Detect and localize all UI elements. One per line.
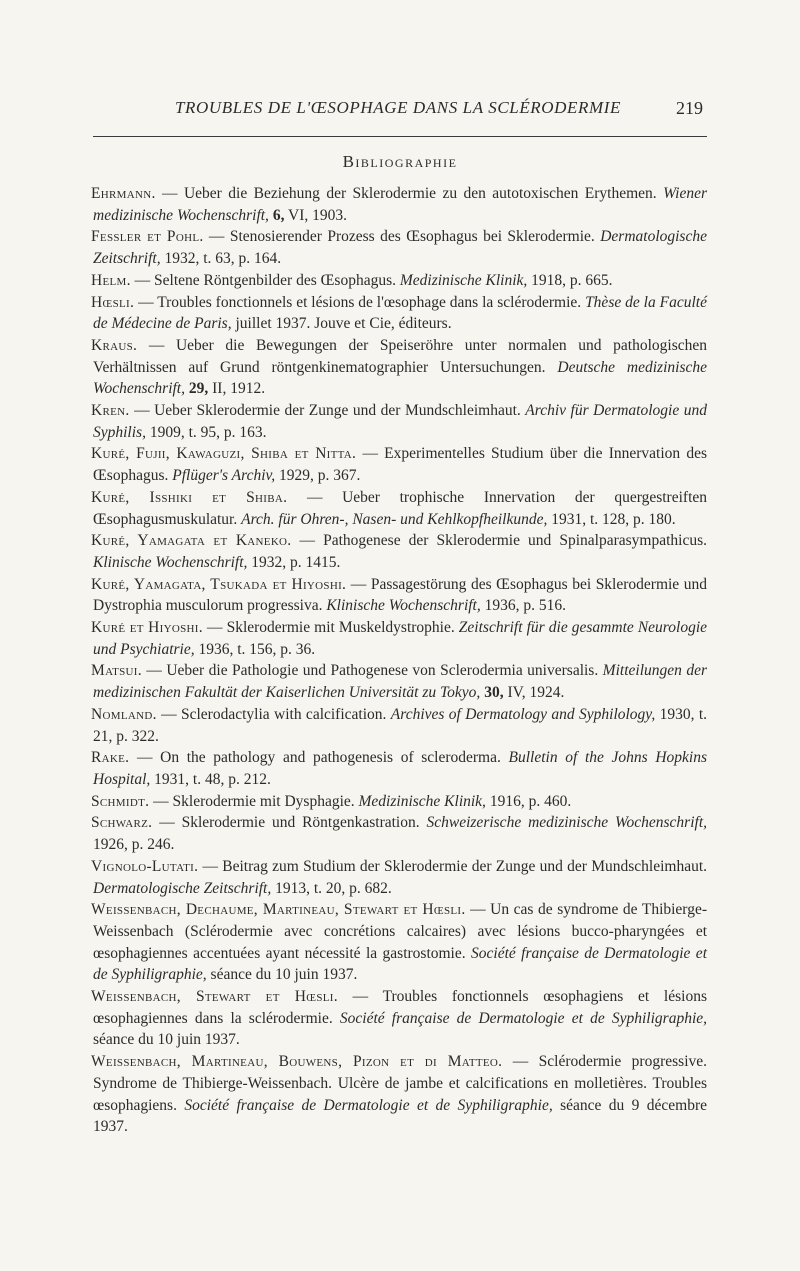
entry-details: juillet 1937. Jouve et Cie, éditeurs. — [231, 315, 452, 333]
entry-title: — Pathogenese der Sklerodermie und Spinalparasympathicus. — [291, 532, 707, 550]
entry-authors: Ehrmann. — [91, 185, 156, 202]
entry-details: séance du 10 juin 1937. — [93, 1031, 240, 1049]
entry-title: — Ueber Sklerodermie der Zunge und der Mundschleimhaut. — [129, 402, 526, 420]
entry-authors: Kren. — [91, 402, 130, 420]
entry-details: 1916, p. 460. — [485, 792, 572, 810]
entry-details: 1930, t. 21, p. 322. — [93, 705, 707, 745]
bibliography-list — [93, 183, 707, 1138]
entry-title: — On the pathology and pathogenesis of scleroderma. — [129, 749, 509, 767]
bibliography-entry — [93, 530, 707, 573]
entry-title: — Passagestörung des Œsophagus bei Sklerodermie und Dystrophia musculorum progressiva. — [93, 575, 707, 615]
bibliography-entry — [93, 856, 707, 899]
entry-authors: Nomland. — [91, 705, 157, 723]
entry-journal: Dermatologische Zeitschrift, — [93, 879, 272, 897]
entry-journal: Société française de Dermatologie et de Syphiligraphie, — [184, 1096, 553, 1114]
entry-details: 1932, p. 1415. — [247, 553, 341, 571]
entry-journal: Archiv für Dermatologie und Syphilis, — [93, 402, 707, 441]
bibliography-entry — [93, 791, 707, 813]
entry-authors: Kuré et Hiyoshi. — [91, 619, 203, 637]
entry-journal: Zeitschrift für die gesammte Neurologie und Psychiatrie, — [93, 619, 708, 658]
bibliography-entry — [93, 660, 707, 703]
bibliography-entry — [93, 704, 707, 747]
entry-journal: Deutsche medizinische Wochenschrift, — [93, 358, 707, 398]
bibliography-entry — [93, 487, 707, 530]
entry-journal: Klinische Wochenschrift, — [93, 553, 248, 571]
entry-authors: Kuré, Yamagata et Kaneko. — [91, 532, 292, 550]
bibliography-entry — [93, 270, 707, 292]
entry-title: — Troubles fonctionnels œsophagiens et lésions œsophagiennes dans la sclérodermie. — [93, 988, 707, 1027]
bibliography-entry — [93, 183, 707, 226]
bibliography-entry — [93, 812, 707, 855]
running-title: TROUBLES DE L'ŒSOPHAGE DANS LA SCLÉRODERMIE — [174, 98, 622, 117]
entry-title: — Ueber die Pathologie und Pathogenese von Sclerodermia universalis. — [141, 662, 603, 680]
entry-journal: Klinische Wochenschrift, — [326, 597, 481, 615]
bibliography-entry — [93, 1051, 707, 1138]
entry-title: — Sklerodermie mit Muskeldystrophie. — [202, 619, 459, 637]
entry-details: IV, 1924. — [503, 684, 565, 702]
entry-details: séance du 9 décembre 1937. — [93, 1096, 707, 1136]
entry-authors: Matsui. — [91, 662, 142, 680]
entry-journal: Pflüger's Archiv, — [172, 467, 276, 485]
entry-title: — Ueber die Beziehung der Sklerodermie zu den autotoxischen Erythemen. — [155, 185, 664, 202]
entry-authors: Weissenbach, Stewart et Hœsli. — [91, 988, 338, 1006]
entry-authors: Helm. — [91, 271, 131, 289]
entry-authors: Schwarz. — [91, 814, 153, 832]
bibliography-entry — [93, 335, 707, 400]
bibliography-entry — [93, 226, 707, 269]
bibliography-entry — [93, 986, 707, 1051]
entry-title: — Sklerodermie mit Dysphagie. — [149, 792, 359, 810]
entry-title: — Beitrag zum Studium der Sklerodermie der Zunge und der Mundschleimhaut. — [198, 857, 707, 875]
entry-title: — Ueber die Bewegungen der Speiseröhre unter normalen und pathologischen Verhältnissen auf Grund röntgenkinematographier Untersuchungen. — [93, 336, 707, 376]
entry-title: — Sklerodermie und Röntgenkastration. — [152, 814, 427, 832]
entry-journal: Dermatologische Zeitschrift, — [93, 228, 707, 268]
entry-details: 1929, p. 367. — [275, 467, 361, 485]
bibliography-entry — [93, 443, 707, 486]
entry-volume: 29, — [185, 380, 209, 398]
entry-authors: Vignolo-Lutati. — [91, 857, 199, 875]
entry-authors: Rake. — [91, 749, 130, 767]
entry-authors: Weissenbach, Martineau, Bouwens, Pizon et di Matteo. — [91, 1053, 503, 1071]
entry-details: 1926, p. 246. — [93, 836, 175, 854]
entry-journal: Archives of Dermatology and Syphilology, — [390, 705, 656, 723]
entry-details: 1931, t. 128, p. 180. — [547, 510, 676, 528]
entry-details: II, 1912. — [208, 380, 266, 398]
entry-journal: Medizinische Klinik, — [358, 792, 486, 810]
entry-volume: 30, — [480, 684, 504, 702]
entry-title: — Sclérodermie progressive. Syndrome de Thibierge-Weissenbach. Ulcère de jambe et calcifications en molletières. Troubles œsophagiens. — [93, 1053, 708, 1114]
entry-journal: Medizinische Klinik, — [399, 271, 528, 289]
entry-authors: Kraus. — [91, 336, 138, 354]
entry-details: VI, 1903. — [284, 206, 348, 224]
entry-details: séance du 10 juin 1937. — [206, 966, 358, 984]
entry-authors: Kuré, Fujii, Kawaguzi, Shiba et Nitta. — [91, 445, 357, 463]
bibliography-entry — [93, 400, 707, 443]
entry-title: — Seltene Röntgenbilder des Œsophagus. — [130, 271, 400, 289]
bibliography-entry — [93, 292, 707, 335]
bibliography-entry — [93, 617, 707, 660]
entry-journal: Bulletin of the Johns Hopkins Hospital, — [93, 749, 708, 788]
entry-authors: Hœsli. — [91, 293, 135, 311]
entry-journal: Thèse de la Faculté de Médecine de Paris, — [93, 293, 707, 333]
entry-title: — Un cas de syndrome de Thibierge-Weissenbach (Sclérodermie avec concrétions calcaires) avec lésions bucco-pharyngées et œsophagiennes accentuées ayant nécessité la gastrostomie. — [93, 901, 707, 962]
entry-authors: Weissenbach, Dechaume, Martineau, Stewart et Hœsli. — [91, 901, 466, 919]
entry-title: — Experimentelles Studium über die Innervation des Œsophagus. — [93, 445, 708, 485]
entry-title: — Troubles fonctionnels et lésions de l'œsophage dans la sclérodermie. — [134, 293, 586, 311]
entry-journal: Wiener medizinische Wochenschrift, — [93, 185, 707, 224]
header-rule — [93, 136, 707, 137]
entry-details: 1918, p. 665. — [527, 271, 613, 289]
entry-authors: Kuré, Isshiki et Shiba. — [91, 488, 288, 506]
entry-details: 1936, t. 156, p. 36. — [194, 640, 316, 658]
entry-details: 1931, t. 48, p. 212. — [150, 770, 271, 788]
entry-authors: Schmidt. — [91, 792, 150, 810]
entry-journal: Mitteilungen der medizinischen Fakultät der Kaiserlichen Universität zu Tokyo, — [93, 662, 707, 702]
entry-details: 1909, t. 95, p. 163. — [145, 423, 267, 441]
section-title: Bibliographie — [342, 152, 458, 171]
entry-volume: 6, — [268, 206, 285, 224]
bibliography-entry — [93, 747, 707, 790]
entry-authors: Kuré, Yamagata, Tsukada et Hiyoshi. — [91, 575, 347, 593]
entry-title: — Ueber trophische Innervation der quergestreiften Œsophagusmuskulatur. — [93, 488, 708, 528]
entry-journal: Arch. für Ohren-, Nasen- und Kehlkopfheilkunde, — [241, 510, 548, 528]
entry-journal: Société française de Dermatologie et de Syphiligraphie, — [93, 944, 707, 984]
entry-authors: Fessler et Pohl. — [91, 228, 204, 246]
entry-journal: Société française de Dermatologie et de Syphiligraphie, — [339, 1009, 708, 1027]
bibliography-entry — [93, 574, 707, 617]
entry-details: 1932, t. 63, p. 164. — [160, 250, 282, 268]
bibliography-entry — [93, 899, 707, 986]
page-number: 219 — [676, 98, 703, 118]
entry-journal: Schweizerische medizinische Wochenschrift, — [426, 814, 707, 832]
entry-details: 1936, p. 516. — [480, 597, 566, 615]
entry-title: — Stenosierender Prozess des Œsophagus bei Sklerodermie. — [203, 228, 601, 246]
entry-title: — Sclerodactylia with calcification. — [156, 705, 391, 723]
entry-details: 1913, t. 20, p. 682. — [271, 879, 392, 897]
